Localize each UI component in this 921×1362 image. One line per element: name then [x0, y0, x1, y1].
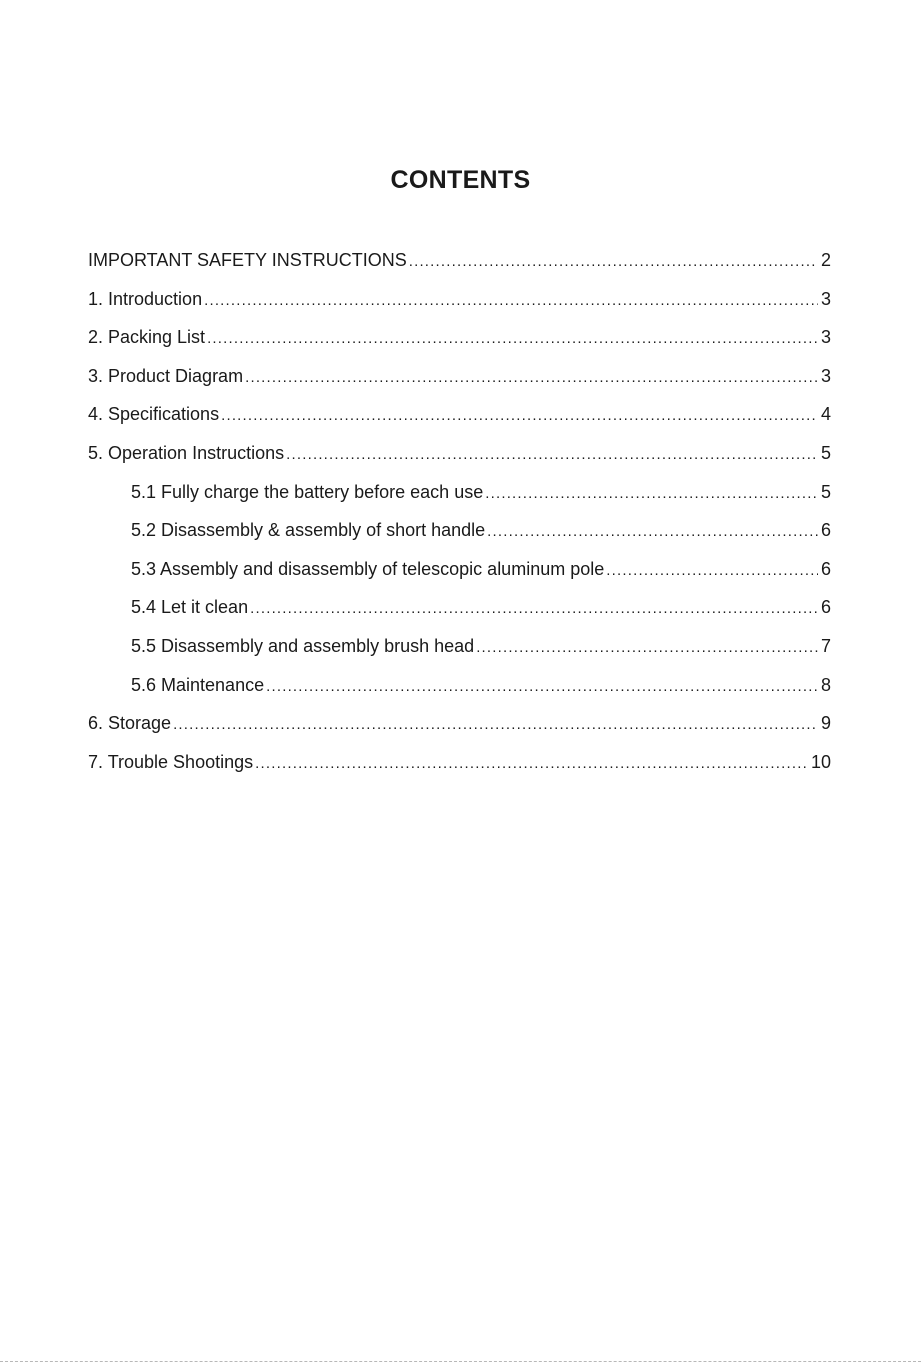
toc-entry-page: 6 [820, 520, 831, 541]
dot-leader [250, 597, 818, 621]
toc-entry-introduction[interactable] [88, 287, 831, 326]
toc-entry-page: 6 [820, 597, 831, 618]
dot-leader [245, 366, 818, 390]
toc-entry-packing-list[interactable] [88, 325, 831, 364]
toc-entry-label: 5.3 Assembly and disassembly of telescopic aluminum pole [131, 558, 605, 579]
dot-leader [606, 559, 818, 583]
toc-entry-page: 2 [820, 250, 831, 270]
toc-entry-page: 6 [820, 558, 831, 579]
toc-entry-page: 7 [820, 635, 831, 656]
toc-entry-label: 7. Trouble Shootings [88, 751, 254, 772]
dot-leader [221, 404, 818, 428]
toc-entry-let-it-clean[interactable] [88, 595, 831, 634]
toc-entry-telescopic-pole[interactable] [88, 557, 831, 596]
toc-entry-label: 5.5 Disassembly and assembly brush head [131, 635, 475, 656]
toc-entry-page: 5 [820, 442, 831, 463]
toc-entry-label: 5.1 Fully charge the battery before each use [131, 481, 484, 502]
toc-entry-operation-instructions[interactable] [88, 441, 831, 480]
toc-entry-trouble-shootings[interactable] [88, 750, 831, 789]
toc-entry-charge-battery[interactable] [88, 480, 831, 519]
toc-entry-label: 2. Packing List [88, 327, 206, 348]
toc-entry-label: 5.4 Let it clean [131, 597, 249, 618]
toc-entry-label: 4. Specifications [88, 404, 220, 425]
toc-entry-safety-instructions[interactable] [88, 248, 831, 287]
toc-entry-page: 8 [820, 674, 831, 695]
dot-leader [476, 636, 818, 660]
toc-entry-maintenance[interactable] [88, 673, 831, 712]
dot-leader [409, 250, 818, 274]
toc-entry-page: 3 [820, 365, 831, 386]
toc-entry-page: 10 [810, 751, 831, 772]
toc-entry-label: 3. Product Diagram [88, 365, 244, 386]
dot-leader [173, 713, 818, 737]
toc-entry-label: 5.2 Disassembly & assembly of short handle [131, 520, 486, 541]
dot-leader [207, 327, 818, 351]
toc-entry-label: 5. Operation Instructions [88, 442, 285, 463]
dot-leader [485, 482, 818, 506]
toc-entry-page: 5 [820, 481, 831, 502]
page-title: CONTENTS [390, 166, 531, 194]
toc-entry-brush-head[interactable] [88, 634, 831, 673]
dot-leader [266, 675, 818, 699]
toc-entry-storage[interactable] [88, 711, 831, 750]
toc-entry-product-diagram[interactable] [88, 364, 831, 403]
toc-entry-label: 1. Introduction [88, 288, 203, 309]
toc-entry-page: 9 [820, 713, 831, 734]
dot-leader [487, 520, 818, 544]
dot-leader [204, 289, 818, 313]
dot-leader [255, 752, 808, 776]
toc-entry-label: 6. Storage [88, 713, 172, 734]
toc-entry-short-handle[interactable] [88, 518, 831, 557]
toc-entry-page: 4 [820, 404, 831, 425]
toc-entry-specifications[interactable] [88, 402, 831, 441]
dot-leader [286, 443, 818, 467]
toc-entry-page: 3 [820, 327, 831, 348]
table-of-contents [88, 248, 831, 788]
toc-entry-page: 3 [820, 288, 831, 309]
toc-entry-label: IMPORTANT SAFETY INSTRUCTIONS [88, 250, 407, 270]
toc-entry-label: 5.6 Maintenance [131, 674, 265, 695]
